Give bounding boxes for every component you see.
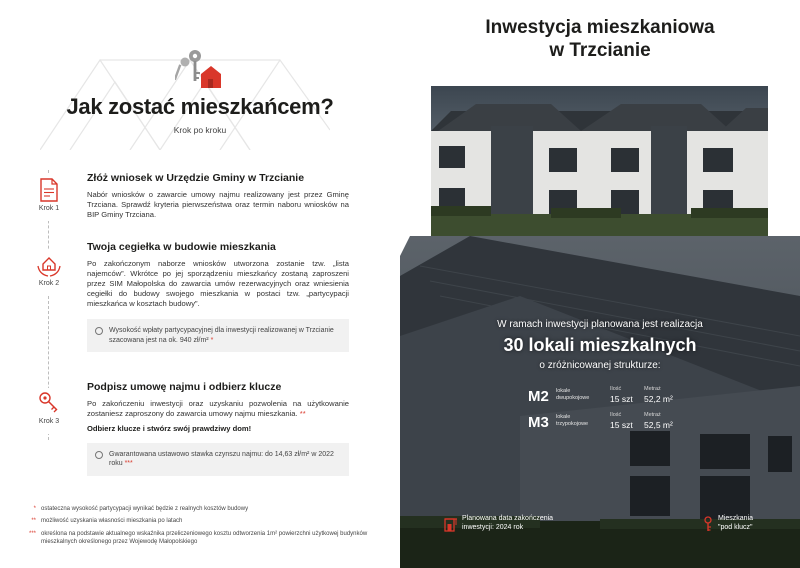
unit-area: 52,5 m²: [644, 420, 673, 430]
step-3-note: [87, 443, 349, 476]
step-1-label: Krok 1: [38, 205, 60, 212]
step-3-bold-text: Odbierz klucze i stwórz swój prawdziwy dom!: [87, 424, 252, 434]
unit-row-m2: [528, 384, 698, 408]
step-2-text: Po zakończonym naborze wniosków utworzona zostanie tzw. „lista najemców”. Wkrótce po jej sporządzeniu mieszkańcy zostaną zaproszeni przez SIM Małopolska do zawarcia umów rezerwacyjnych oraz wniesienia cegiełki do budowy swojego mieszkania w postaci tzw. „partycypacji mieszkańca w kosztach budowy”.: [87, 259, 349, 309]
info-icon: [95, 451, 103, 459]
calendar-crane-icon: [444, 516, 458, 532]
step-3-text-body: Po zakończeniu inwestycji oraz uzyskaniu pozwolenia na użytkowanie zostaniesz zaproszony do zawarcia umowy najmu mieszkania.: [87, 399, 349, 419]
step-3: [87, 381, 349, 476]
step-2-marker: [26, 250, 72, 296]
unit-area: 52,2 m²: [644, 394, 673, 404]
step-3-note-text: Gwarantowana ustawowo stawka czynszu najmu: do 14,63 zł/m² w 2022 roku: [109, 451, 334, 468]
unit-qty-label: Ilość: [610, 386, 622, 392]
step-2-note-text: Wysokość wpłaty partycypacyjnej dla inwestycji realizowanej w Trzcianie szacowana jest na ok. 940 zł/m²: [109, 327, 334, 344]
step-1: [87, 172, 349, 220]
unit-row-m3: [528, 410, 698, 434]
page-subtitle: Krok po kroku: [173, 125, 227, 135]
building-rendering-front: [431, 86, 768, 236]
step-3-title: Podpisz umowę najmu i odbierz klucze: [87, 381, 282, 393]
info-icon: [95, 327, 103, 335]
footnote: * ostateczna wysokość partycypacji wynikać będzie z realnych kosztów budowy: [33, 506, 249, 512]
investment-title: Inwestycja mieszkaniowa w Trzcianie: [485, 17, 715, 62]
footnotes: [22, 505, 382, 551]
unit-area-label: Metraż: [644, 412, 661, 418]
unit-qty: 15 szt: [610, 420, 633, 430]
step-1-title: Złóż wniosek w Urzędzie Gminy w Trzcianie: [87, 172, 305, 184]
step-3-label: Krok 3: [38, 418, 60, 425]
right-page: [400, 0, 800, 568]
completion-date: Planowana data zakończenia inwestycji: 2024 rok: [462, 515, 554, 532]
step-3-marker: [26, 388, 72, 434]
page-title: Jak zostać mieszkańcem?: [66, 94, 334, 119]
step-2-title: Twoja cegiełka w budowie mieszkania: [87, 241, 276, 253]
footnote-mark: *: [210, 336, 214, 344]
unit-code: M2: [528, 388, 549, 405]
unit-code: M3: [528, 414, 549, 431]
unit-qty: 15 szt: [610, 394, 633, 404]
document-icon: [37, 177, 61, 203]
footnote: *** określona na podstawie aktualnego wskaźnika przeliczeniowego kosztu odtworzenia 1m² powierzchni użytkowej budynków mieszkalnych określonego przez Wojewodę Małopolskiego: [28, 530, 368, 546]
key-icon: [702, 516, 714, 532]
step-3-text: [87, 399, 349, 419]
step-2-label: Krok 2: [38, 280, 60, 287]
hands-house-icon: [36, 252, 62, 278]
step-2: [87, 241, 349, 352]
keys-house-icon: [175, 48, 225, 92]
step-1-text: Nabór wniosków o zawarcie umowy najmu realizowany jest przez Gminę Trzciana. Sprawdź kryteria pierwszeństwa oraz termin naboru wniosków na BIP Gminy Trzciana.: [87, 190, 349, 220]
unit-type: lokale trzypokojowe: [556, 414, 589, 427]
footnote-mark: **: [299, 409, 306, 419]
step-1-marker: [26, 175, 72, 221]
info-heading: W ramach inwestycji planowana jest realizacja: [497, 319, 703, 330]
unit-type: lokale dwupokojowe: [556, 388, 590, 401]
unit-area-label: Metraż: [644, 386, 661, 392]
info-subheading: o zróżnicowanej strukturze:: [539, 360, 661, 371]
step-2-note: [87, 319, 349, 352]
turnkey-apartments: Mieszkania "pod klucz": [718, 515, 754, 532]
footnote-mark: ***: [124, 460, 133, 468]
unit-qty-label: Ilość: [610, 412, 622, 418]
footnote: ** możliwość uzyskania własności mieszkania po latach: [31, 518, 183, 525]
info-units-count: 30 lokali mieszkalnych: [503, 335, 697, 355]
key-icon: [37, 390, 61, 416]
